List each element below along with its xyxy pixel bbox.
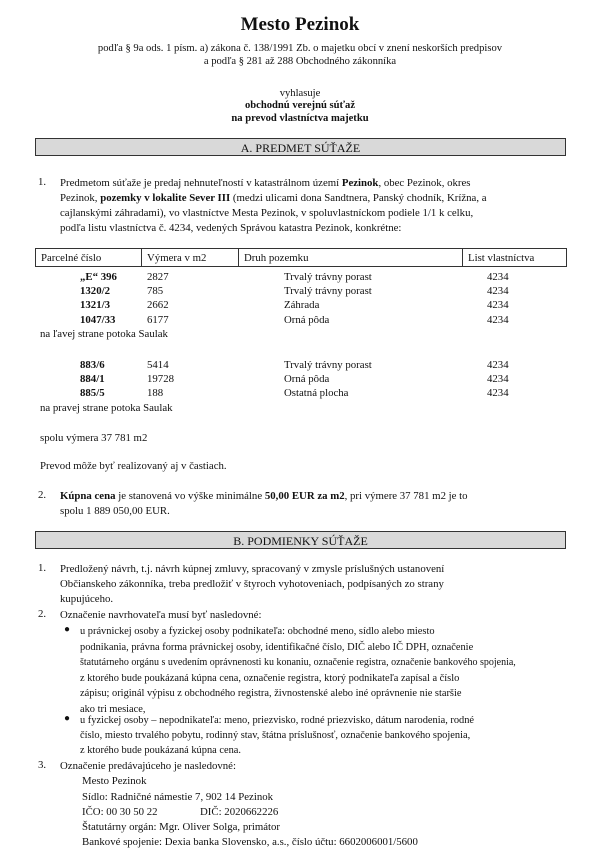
parcel-number: 1047/33: [80, 314, 116, 326]
item1-line2: [60, 191, 560, 206]
table-row: [0, 299, 600, 311]
section-b-item2-number: 2.: [38, 608, 47, 620]
parts-note: Prevod môže byť realizovaný aj v častiach.: [40, 460, 227, 472]
parcel-lv: 4234: [487, 359, 509, 371]
bullet1-line: u právnickej osoby a fyzickej osoby podnikateľa: obchodné meno, sídlo alebo miesto: [80, 626, 435, 637]
item1-line3: cajlanskými záhradami), vo vlastníctve Mesta Pezinok, v spoluvlastníckom podiele 1/1 k celku,: [60, 207, 474, 219]
bullet1-line: ako tri mesiace,: [80, 703, 146, 715]
parcel-area: 2827: [147, 271, 169, 283]
section-b-item3-number: 3.: [38, 759, 47, 771]
col-parcel-number: Parcelné číslo: [36, 249, 142, 267]
table-row: [0, 373, 600, 385]
table-row: [0, 314, 600, 326]
parcel-table-header: [35, 248, 567, 267]
bullet1-text: [80, 624, 560, 717]
parcel-area: 19728: [147, 373, 174, 385]
group1-note: na ľavej strane potoka Saulak: [40, 328, 168, 340]
bullet2-line: číslo, miesto trvalého pobytu, rodinný stav, štátna príslušnosť, označenie bankového spojenia,: [80, 730, 471, 741]
item1-line1-part: , obec Pezinok, okres: [378, 177, 471, 189]
item1-line1-part: Predmetom súťaže je predaj nehnuteľností v katastrálnom území: [60, 177, 342, 189]
parcel-area: 5414: [147, 359, 169, 371]
parcel-type: Orná pôda: [284, 373, 330, 385]
seller-ids: [60, 805, 560, 820]
parcel-type: Ostatná plocha: [284, 387, 349, 399]
seller-statutory: Štatutárny orgán: Mgr. Oliver Solga, primátor: [82, 821, 281, 834]
section-a-item2-number: 2.: [38, 489, 47, 501]
col-ownership-sheet: List vlastníctva: [463, 249, 567, 267]
parcel-number: 1320/2: [80, 285, 110, 297]
document-title: Mesto Pezinok: [240, 14, 360, 35]
law-reference-line2: a podľa § 281 až 288 Obchodného zákonníka: [203, 56, 397, 67]
purchase-price-label: Kúpna cena: [60, 490, 116, 502]
bullet1-line: z ktorého bude poukázaná kúpna cena, označenie registra, ktorý podnikateľa zapísal a číslo: [80, 672, 460, 684]
table-row: [0, 285, 600, 297]
section-a-item1-text: [60, 176, 560, 236]
item1-line4: podľa listu vlastníctva č. 4234, vedených Správou katastra Pezinok, konkrétne:: [60, 222, 402, 234]
section-b-item2-text: Označenie navrhovateľa musí byť nasledovné:: [60, 609, 262, 621]
item1-locality: pozemky v lokalite Sever III: [100, 192, 231, 204]
group2-note: na pravej strane potoka Saulak: [40, 402, 173, 414]
item2-line1-part: je stanovená vo výške minimálne: [115, 490, 265, 502]
item1-line1: [60, 176, 560, 191]
bullet1-line: štatutárneho orgánu s uvedením oprávnenosti ku konaniu, označenie registra, označenie bankového spojenia,: [80, 657, 516, 668]
seller-ico: IČO: 00 30 50 22: [82, 805, 158, 818]
parcel-area: 188: [147, 387, 164, 399]
seller-name: Mesto Pezinok: [82, 775, 147, 788]
bullet-icon: ●: [64, 713, 71, 724]
section-a-item2-text: [60, 489, 560, 519]
col-land-type: Druh pozemku: [239, 249, 463, 267]
parcel-lv: 4234: [487, 271, 509, 283]
item1-line2-part: (medzi ulicami dona Sandtnera, Panský chodník, Krížna, a: [230, 192, 487, 204]
announces-text: vyhlasuje: [279, 88, 321, 99]
minimum-price: 50,00 EUR za m2: [264, 490, 345, 502]
b-item3-line1: Označenie predávajúceho je nasledovné:: [60, 760, 236, 772]
parcel-type: Orná pôda: [284, 314, 330, 326]
b-item1-line2: Občianskeho zákonníka, treba predložiť v štyroch vyhotoveniach, podpísaných zo strany: [60, 578, 444, 590]
contest-title-line2: na prevod vlastníctva majetku: [231, 113, 369, 124]
bullet2-line: z ktorého bude poukázaná kúpna cena.: [80, 745, 241, 756]
law-reference-line1: podľa § 9a ods. 1 písm. a) zákona č. 138/1991 Zb. o majetku obcí v znení neskorších predpisov: [97, 43, 503, 54]
bullet2-line: u fyzickej osoby – nepodnikateľa: meno, priezvisko, rodné priezvisko, dátum narodenia, rodné: [80, 715, 475, 726]
bullet2-text: [80, 713, 560, 758]
parcel-number: 883/6: [80, 359, 105, 371]
item1-line2-part: Pezinok,: [60, 192, 101, 204]
parcel-area: 785: [147, 285, 164, 297]
section-a-heading: A. PREDMET SÚŤAŽE: [35, 138, 566, 156]
parcel-lv: 4234: [487, 373, 509, 385]
table-row: [0, 387, 600, 399]
parcel-area: 2662: [147, 299, 169, 311]
seller-seat: Sídlo: Radničné námestie 7, 902 14 Pezinok: [82, 790, 274, 803]
bullet1-line: zápisu; originál výpisu z obchodného registra, živnostenské alebo iné oprávnenie nie staršie: [80, 688, 462, 699]
b-item1-line1: Predložený návrh, t.j. návrh kúpnej zmluvy, spracovaný v zmysle príslušných ustanovení: [60, 563, 445, 575]
section-b-item1-text: [60, 562, 560, 607]
parcel-number: 884/1: [80, 373, 105, 385]
parcel-type: Trvalý trávny porast: [284, 271, 372, 283]
section-b-heading: B. PODMIENKY SÚŤAŽE: [35, 531, 566, 549]
item2-line1: [60, 489, 560, 504]
section-b-item1-number: 1.: [38, 562, 47, 574]
table-row: [0, 359, 600, 371]
parcel-type: Trvalý trávny porast: [284, 285, 372, 297]
total-area: spolu výmera 37 781 m2: [40, 432, 148, 444]
seller-dic: DIČ: 2020662226: [200, 805, 279, 818]
section-b-item3-text: [60, 759, 560, 851]
seller-bank: Bankové spojenie: Dexia banka Slovensko, a.s., číslo účtu: 6602006001/5600: [82, 836, 418, 849]
bullet1-line: podnikania, právna forma právnickej osoby, identifikačné číslo, DIČ alebo IČ DPH, označenie: [80, 641, 474, 653]
contest-title-line1: obchodnú verejnú súťaž: [244, 100, 356, 111]
parcel-type: Trvalý trávny porast: [284, 359, 372, 371]
col-area: Výmera v m2: [142, 249, 239, 267]
parcel-number: 885/5: [80, 387, 105, 399]
parcel-type: Záhrada: [284, 299, 320, 311]
item1-cadastral-area: Pezinok: [341, 177, 379, 189]
parcel-number: „E“ 396: [80, 271, 117, 283]
parcel-lv: 4234: [487, 314, 509, 326]
section-a-item1-number: 1.: [38, 176, 47, 188]
item2-line1-part: , pri výmere 37 781 m2 je to: [344, 490, 468, 502]
parcel-lv: 4234: [487, 299, 509, 311]
b-item1-line3: kupujúceho.: [60, 593, 114, 605]
parcel-lv: 4234: [487, 285, 509, 297]
item2-line2: spolu 1 889 050,00 EUR.: [60, 505, 170, 517]
bullet-icon: ●: [64, 624, 71, 635]
parcel-number: 1321/3: [80, 299, 110, 311]
parcel-lv: 4234: [487, 387, 509, 399]
table-row: [0, 271, 600, 283]
parcel-area: 6177: [147, 314, 169, 326]
